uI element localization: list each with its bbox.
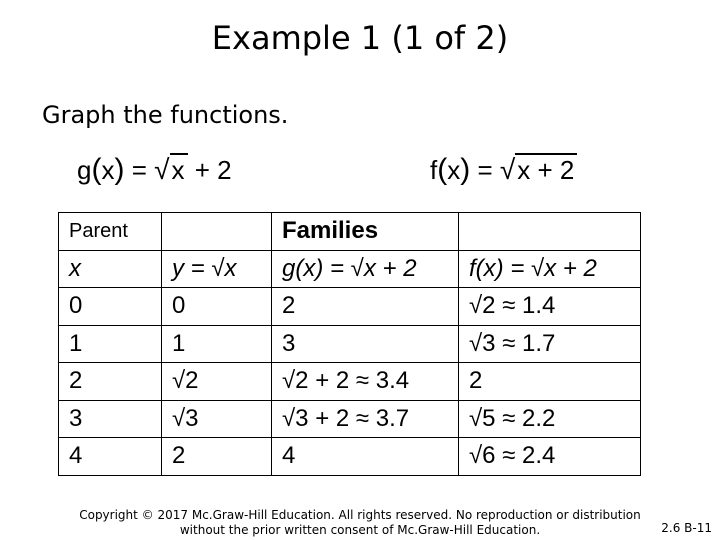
table-header-row [59, 213, 641, 251]
table-cell: √2 ≈ 1.4 [459, 288, 641, 326]
table-cell: √3 + 2 ≈ 3.7 [272, 400, 459, 438]
table-cell: 0 [162, 288, 272, 326]
copyright-notice [60, 508, 660, 538]
table-cell: 0 [59, 288, 162, 326]
table-cell: √2 + 2 ≈ 3.4 [272, 363, 459, 401]
table-cell: √6 ≈ 2.4 [459, 438, 641, 476]
header-families: Families [272, 213, 459, 251]
formula-f: f(x) = √x + 2 [430, 150, 577, 190]
table-cell: √5 ≈ 2.2 [459, 400, 641, 438]
formula-g: g(x) = √x + 2 [77, 153, 232, 186]
col-label-x: x [59, 250, 162, 288]
header-blank-2 [459, 213, 641, 251]
table-cell: √3 [162, 400, 272, 438]
copyright-line-1: Copyright © 2017 Mc.Graw-Hill Education. All rights reserved. No reproduction or distribution [79, 508, 641, 522]
col-label-parent: y = √x [162, 250, 272, 288]
table-cell: 1 [162, 325, 272, 363]
table-cell: 2 [59, 363, 162, 401]
header-parent: Parent [59, 213, 162, 251]
copyright-line-2: without the prior written consent of Mc.Graw-Hill Education. [179, 523, 541, 537]
table-cell: 1 [59, 325, 162, 363]
slide-number: 2.6 B-11 [661, 521, 712, 535]
slide-title: Example 1 (1 of 2) [211, 19, 509, 57]
table-row [59, 288, 641, 326]
table-cell: 2 [272, 288, 459, 326]
table-row [59, 325, 641, 363]
table-cell: √3 ≈ 1.7 [459, 325, 641, 363]
instruction-text: Graph the functions. [42, 101, 289, 129]
table-cell: 4 [59, 438, 162, 476]
col-label-f: f(x) = √x + 2 [459, 250, 641, 288]
header-blank [162, 213, 272, 251]
table-cell: 4 [272, 438, 459, 476]
table-row [59, 400, 641, 438]
table-cell: √2 [162, 363, 272, 401]
table-cell: 3 [59, 400, 162, 438]
table-column-labels [59, 250, 641, 288]
table-cell: 2 [459, 363, 641, 401]
table-cell: 2 [162, 438, 272, 476]
col-label-g: g(x) = √x + 2 [272, 250, 459, 288]
table-cell: 3 [272, 325, 459, 363]
families-table [58, 212, 641, 476]
table-row [59, 363, 641, 401]
table-row [59, 438, 641, 476]
